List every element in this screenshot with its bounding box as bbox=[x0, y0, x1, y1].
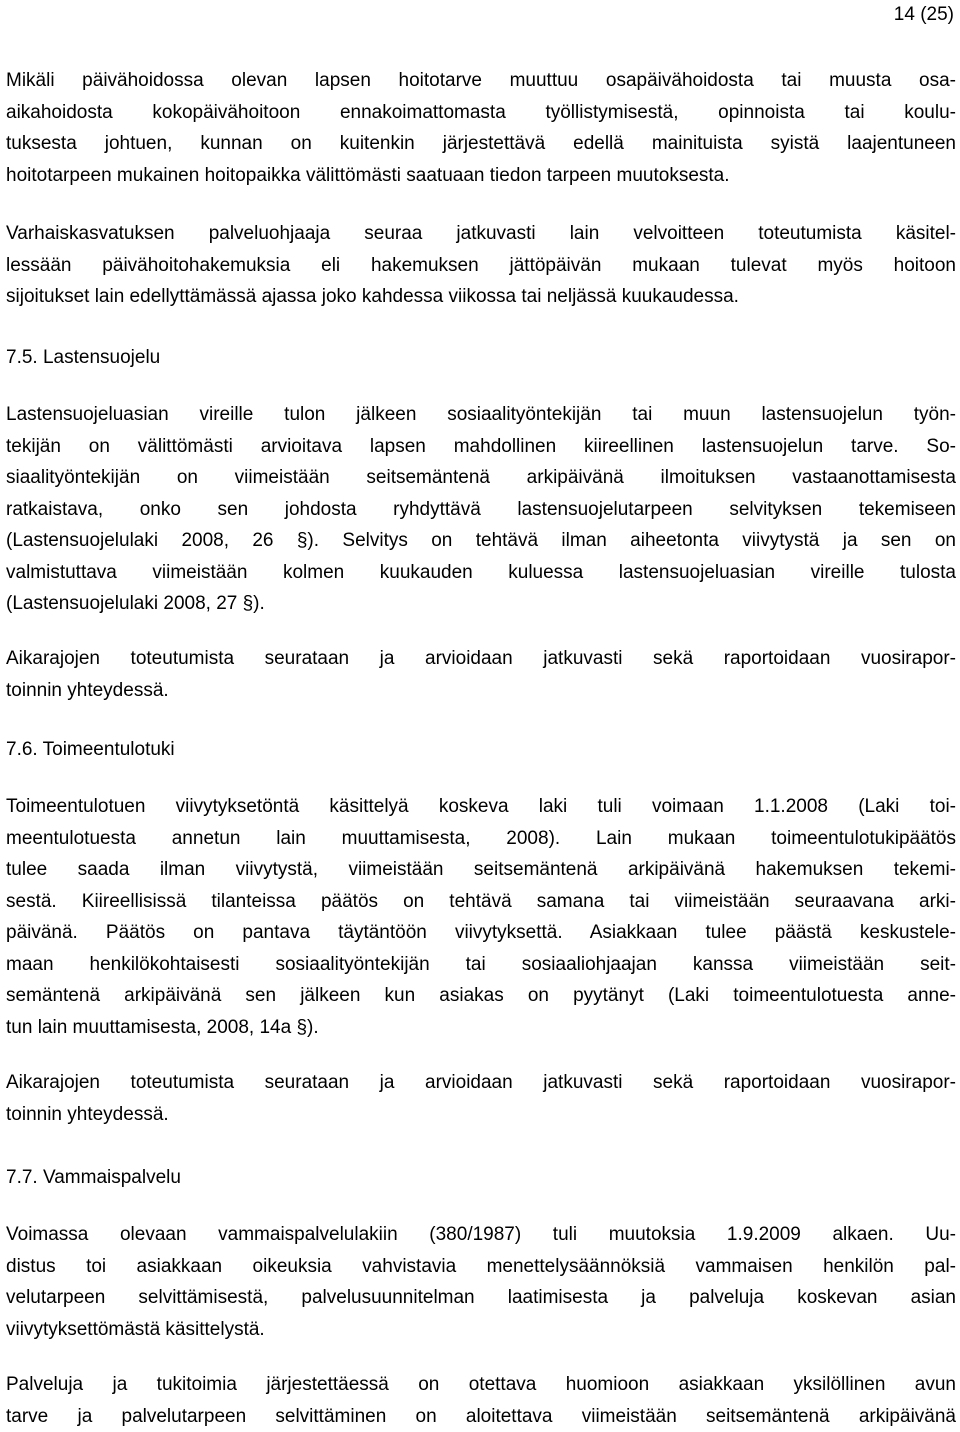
text-line: toinnin yhteydessä. bbox=[6, 1099, 956, 1131]
text-line: valmistuttava viimeistään kolmen kuukauden kuluessa lastensuojeluasian vireille tulosta bbox=[6, 557, 956, 589]
paragraph-service-arrangement bbox=[6, 1369, 956, 1432]
paragraph-income-support bbox=[6, 791, 956, 1043]
text-line: Mikäli päivähoidossa olevan lapsen hoitotarve muuttuu osapäivähoidosta tai muusta osa- bbox=[6, 65, 956, 97]
text-line: Aikarajojen toteutumista seurataan ja arvioidaan jatkuvasti sekä raportoidaan vuosirapor- bbox=[6, 643, 956, 675]
text-line: Lastensuojeluasian vireille tulon jälkeen sosiaalityöntekijän tai muun lastensuojelun työn- bbox=[6, 399, 956, 431]
paragraph-part-time-care bbox=[6, 65, 956, 191]
text-line: ratkaistava, onko sen johdosta ryhdyttävä lastensuojelutarpeen selvityksen tekemiseen bbox=[6, 494, 956, 526]
text-line: toinnin yhteydessä. bbox=[6, 675, 956, 707]
text-line: tarve ja palvelutarpeen selvittäminen on aloitettava viimeistään seitsemäntenä arkipäivänä bbox=[6, 1401, 956, 1432]
text-line: Varhaiskasvatuksen palveluohjaaja seuraa jatkuvasti lain velvoitteen toteutumista käsitel- bbox=[6, 218, 956, 250]
text-line: siaalityöntekijän on viimeistään seitsemäntenä arkipäivänä ilmoituksen vastaanottamisesta bbox=[6, 462, 956, 494]
text-line: Aikarajojen toteutumista seurataan ja arvioidaan jatkuvasti sekä raportoidaan vuosirapor- bbox=[6, 1067, 956, 1099]
text-line: meentulotuesta annetun lain muuttamisesta, 2008). Lain mukaan toimeentulotukipäätös bbox=[6, 823, 956, 855]
text-line: Toimeentulotuen viivytyksetöntä käsittelyä koskeva laki tuli voimaan 1.1.2008 (Laki toi- bbox=[6, 791, 956, 823]
text-line: tulee saada ilman viivytystä, viimeistään seitsemäntenä arkipäivänä hakemuksen tekemi- bbox=[6, 854, 956, 886]
text-line: velutarpeen selvittämisestä, palvelusuunnitelman laatimisesta ja palveluja koskevan asian bbox=[6, 1282, 956, 1314]
text-line: viivytyksettömästä käsittelystä. bbox=[6, 1314, 956, 1346]
paragraph-child-protection bbox=[6, 399, 956, 620]
text-line: semäntenä arkipäivänä sen jälkeen kun asiakas on pyytänyt (Laki toimeentulotuesta anne- bbox=[6, 980, 956, 1012]
text-line: Voimassa olevaan vammaispalvelulakiin (380/1987) tuli muutoksia 1.9.2009 alkaen. Uu- bbox=[6, 1219, 956, 1251]
paragraph-disability-services bbox=[6, 1219, 956, 1345]
text-line: sijoitukset lain edellyttämässä ajassa joko kahdessa viikossa tai neljässä kuukaudessa. bbox=[6, 281, 956, 313]
text-line: aikahoidosta kokopäivähoitoon ennakoimattomasta työllistymisestä, opinnoista tai koulu- bbox=[6, 97, 956, 129]
text-line: tun lain muuttamisesta, 2008, 14a §). bbox=[6, 1012, 956, 1044]
text-line: Palveluja ja tukitoimia järjestettäessä on otettava huomioon asiakkaan yksilöllinen avun bbox=[6, 1369, 956, 1401]
section-heading-disability-services: 7.7. Vammaispalvelu bbox=[6, 1166, 181, 1190]
paragraph-deadline-monitoring-1 bbox=[6, 643, 956, 706]
paragraph-early-education-monitoring bbox=[6, 218, 956, 313]
text-line: distus toi asiakkaan oikeuksia vahvistavia menettelysäännöksiä vammaisen henkilön pal- bbox=[6, 1251, 956, 1283]
page-number: 14 (25) bbox=[894, 5, 954, 25]
text-line: sestä. Kiireellisissä tilanteissa päätös on tehtävä samana tai viimeistään seuraavana arki- bbox=[6, 886, 956, 918]
text-line: tekijän on välittömästi arvioitava lapsen mahdollinen kiireellinen lastensuojelun tarve. So- bbox=[6, 431, 956, 463]
text-line: (Lastensuojelulaki 2008, 26 §). Selvitys on tehtävä ilman aiheetonta viivytystä ja sen on bbox=[6, 525, 956, 557]
text-line: lessään päivähoitohakemuksia eli hakemuksen jättöpäivän mukaan tulevat myös hoitoon bbox=[6, 250, 956, 282]
text-line: (Lastensuojelulaki 2008, 27 §). bbox=[6, 588, 956, 620]
section-heading-income-support: 7.6. Toimeentulotuki bbox=[6, 738, 175, 762]
text-line: maan henkilökohtaisesti sosiaalityöntekijän tai sosiaaliohjaajan kanssa viimeistään seit- bbox=[6, 949, 956, 981]
text-line: tuksesta johtuen, kunnan on kuitenkin järjestettävä edellä mainituista syistä laajentuneen bbox=[6, 128, 956, 160]
paragraph-deadline-monitoring-2 bbox=[6, 1067, 956, 1130]
text-line: päivänä. Päätös on pantava täytäntöön viivytyksettä. Asiakkaan tulee päästä keskustele- bbox=[6, 917, 956, 949]
section-heading-child-protection: 7.5. Lastensuojelu bbox=[6, 346, 160, 370]
text-line: hoitotarpeen mukainen hoitopaikka välittömästi saatuaan tiedon tarpeen muutoksesta. bbox=[6, 160, 956, 192]
